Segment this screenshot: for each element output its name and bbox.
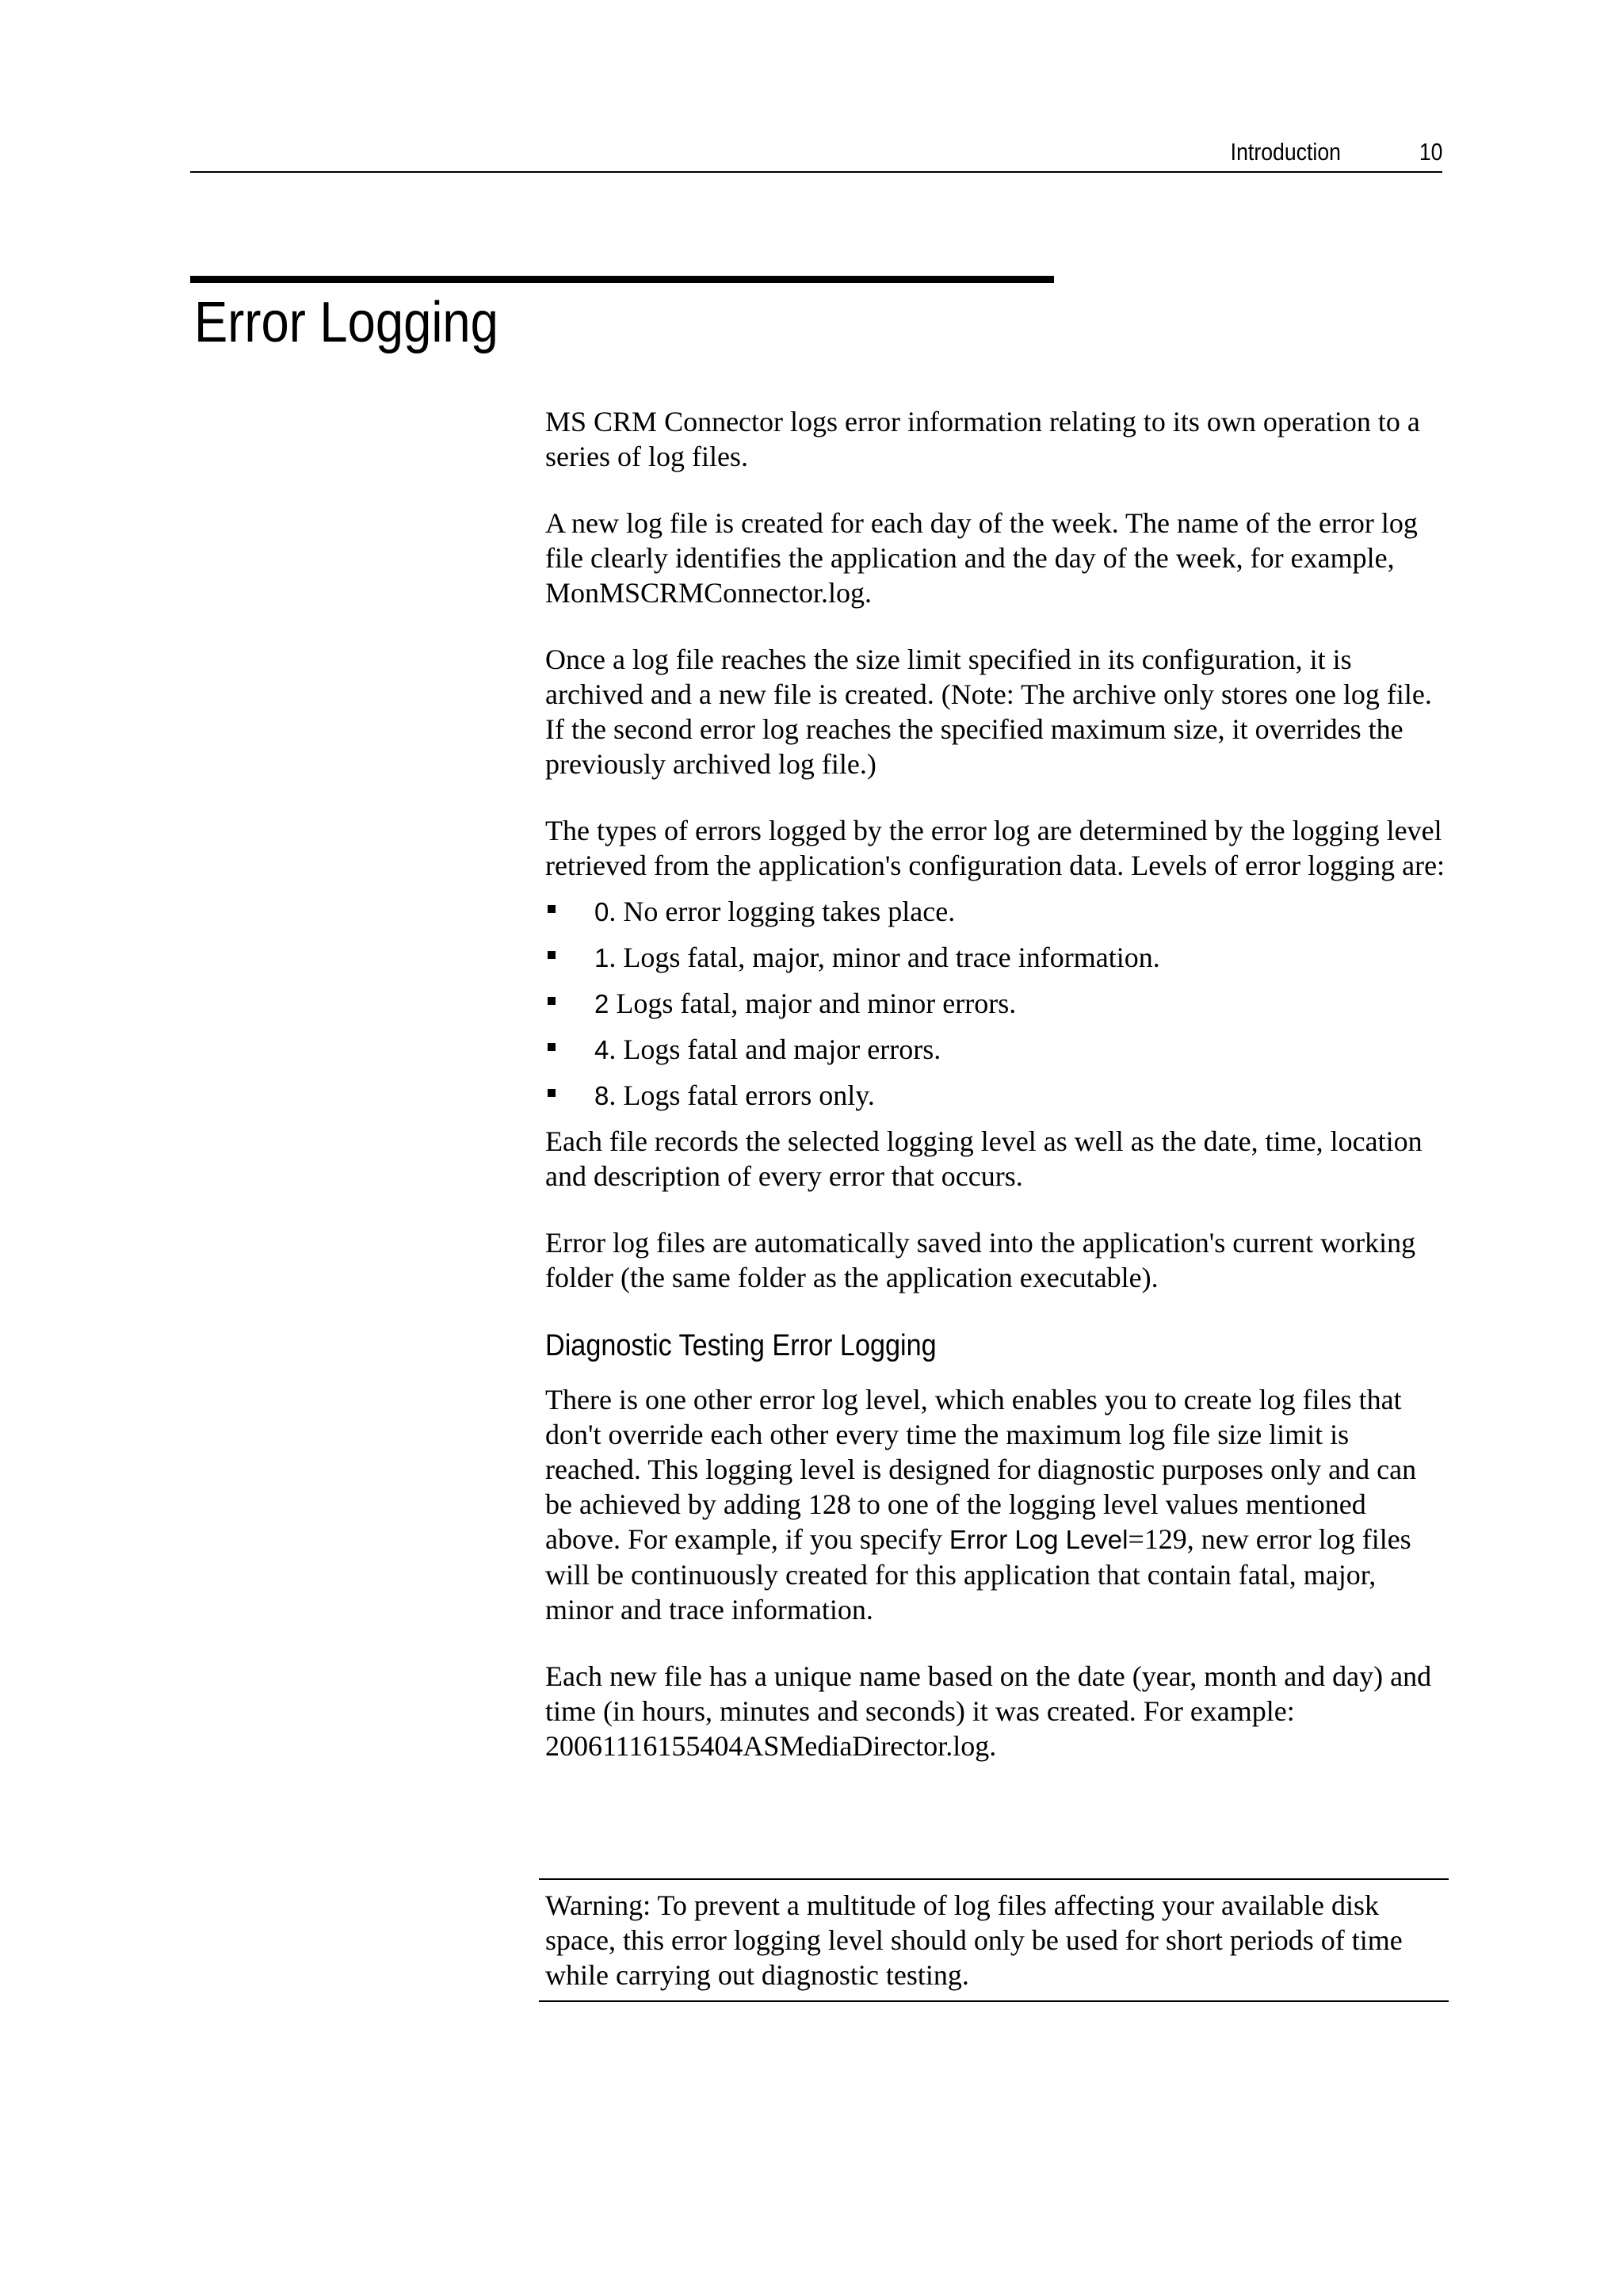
level-code: 2 [594, 989, 609, 1018]
level-description: No error logging takes place. [616, 896, 956, 927]
warning-note: Warning: To prevent a multitude of log files affecting your available disk space, this error logging level should only be used for short periods of time while carrying out diagnostic testing. [539, 1878, 1449, 2002]
logging-levels-list [545, 894, 1445, 1113]
level-separator: . [609, 942, 617, 973]
main-content [545, 404, 1445, 1795]
error-log-level-term: Error Log Level [949, 1525, 1128, 1554]
level-code: 4 [594, 1035, 609, 1064]
level-separator: . [609, 896, 617, 927]
after-levels-paragraph-1: Each file records the selected logging level as well as the date, time, location and description of every error that occurs. [545, 1125, 1423, 1192]
diagnostic-heading: Diagnostic Testing Error Logging [545, 1329, 937, 1362]
diagnostic-paragraph-1 [545, 1382, 1445, 1627]
intro-paragraph-1: MS CRM Connector logs error information relating to its own operation to a series of log files. [545, 406, 1420, 472]
square-bullet-icon [548, 1043, 556, 1051]
list-item [545, 1032, 1445, 1067]
diagnostic-text-before: There is one other error log level, which enables you to create log files that don't override each other every time the maximum log file size limit is reached. This logging level is designed for diagnostic purposes only and can be achieved by adding 128 to one of the logging level values mentioned above. For example, if you specify [545, 1384, 1417, 1555]
intro-paragraph-3: Once a log file reaches the size limit specified in its configuration, it is archived and a new file is created. (Note: The archive only stores one log file. If the second error log reaches the specified maximum size, it overrides the previously archived log file.) [545, 644, 1432, 780]
list-item [545, 986, 1445, 1021]
square-bullet-icon [548, 951, 556, 959]
intro-paragraph-2: A new log file is created for each day of the week. The name of the error log file clearly identifies the application and the day of the week, for example, MonMSCRMConnector.log. [545, 507, 1418, 609]
list-item [545, 1078, 1445, 1113]
level-description: Logs fatal, major and minor errors. [609, 988, 1017, 1019]
square-bullet-icon [548, 997, 556, 1005]
level-description: Logs fatal and major errors. [616, 1033, 941, 1065]
level-separator: . [609, 1033, 617, 1065]
running-header [190, 133, 1442, 173]
level-description: Logs fatal, major, minor and trace information. [616, 942, 1160, 973]
intro-paragraph-4: The types of errors logged by the error log are determined by the logging level retrieved from the application's configuration data. Levels of error logging are: [545, 815, 1445, 881]
level-code: 0 [594, 897, 609, 926]
square-bullet-icon [548, 905, 556, 913]
list-item [545, 940, 1445, 975]
level-separator: . [609, 1079, 617, 1111]
page-title: Error Logging [194, 291, 498, 354]
header-section-title: Introduction [1230, 138, 1341, 166]
after-levels-paragraph-2: Error log files are automatically saved into the application's current working folder (the same folder as the application executable). [545, 1227, 1416, 1293]
level-code: 1 [594, 943, 609, 972]
diagnostic-paragraph-2: Each new file has a unique name based on the date (year, month and day) and time (in hours, minutes and seconds) it was created. For example: 20061116155404ASMediaDirector.log. [545, 1660, 1432, 1762]
level-description: Logs fatal errors only. [616, 1079, 875, 1111]
square-bullet-icon [548, 1089, 556, 1097]
page-number: 10 [1419, 138, 1442, 166]
list-item [545, 894, 1445, 929]
title-rule [190, 276, 1054, 283]
level-code: 8 [594, 1081, 609, 1110]
diagnostic-text-after: =129, new error log files will be continuously created for this application that contain fatal, major, minor and trace information. [545, 1523, 1411, 1626]
